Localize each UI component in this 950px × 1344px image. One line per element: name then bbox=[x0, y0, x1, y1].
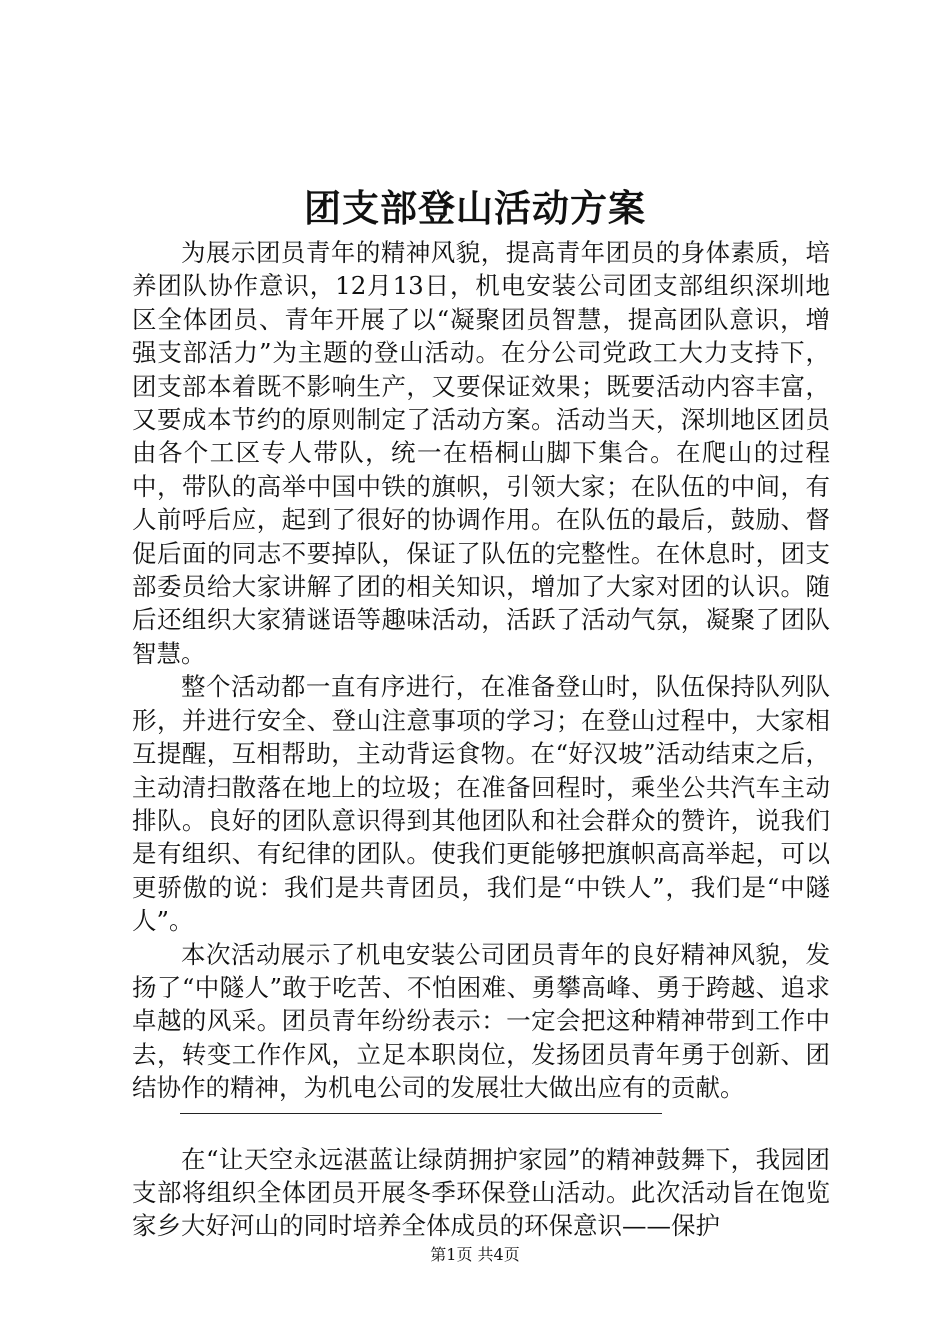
document-title: 团支部登山活动方案 bbox=[304, 186, 646, 230]
page-number: 第1页 共4页 bbox=[430, 1245, 520, 1264]
paragraph-1: 为展示团员青年的精神风貌，提高青年团员的身体素质，培养团队协作意识，12月13日，机电安装公司团支部组织深圳地区全体团员、青年开展了以“凝聚团员智慧，提高团队意识，增强支部活力”为主题的登山活动。在分公司党政工大力支持下，团支部本着既不影响生产，又要保证效果；既要活动内容丰富，又要成本节约的原则制定了活动方案。活动当天，深圳地区团员由各个工区专人带队，统一在梧桐山脚下集合。在爬山的过程中，带队的高举中国中铁的旗帜，引领大家；在队伍的中间，有人前呼后应，起到了很好的协调作用。在队伍的最后，鼓励、督促后面的同志不要掉队，保证了队伍的完整性。在休息时，团支部委员给大家讲解了团的相关知识，增加了大家对团的认识。随后还组织大家猜谜语等趣味活动，活跃了活动气氛，凝聚了团队智慧。 bbox=[132, 238, 830, 668]
divider-line bbox=[180, 1113, 662, 1114]
paragraph-3: 本次活动展示了机电安装公司团员青年的良好精神风貌，发扬了“中隧人”敢于吃苦、不怕困难、勇攀高峰、勇于跨越、追求卓越的风采。团员青年纷纷表示：一定会把这种精神带到工作中去，转变工作作风，立足本职岗位，发扬团员青年勇于创新、团结协作的精神，为机电公司的发展壮大做出应有的贡献。 bbox=[132, 939, 830, 1103]
section-divider bbox=[132, 1105, 830, 1143]
paragraph-2: 整个活动都一直有序进行，在准备登山时，队伍保持队列队形，并进行安全、登山注意事项的学习；在登山过程中，大家相互提醒，互相帮助，主动背运食物。在“好汉坡”活动结束之后，主动清扫散落在地上的垃圾；在准备回程时，乘坐公共汽车主动排队。良好的团队意识得到其他团队和社会群众的赞许，说我们是有组织、有纪律的团队。使我们更能够把旗帜高高举起，可以更骄傲的说：我们是共青团员，我们是“中铁人”，我们是“中隧人”。 bbox=[132, 672, 830, 936]
paragraph-4: 在“让天空永远湛蓝让绿荫拥护家园”的精神鼓舞下，我园团支部将组织全体团员开展冬季环保登山活动。此次活动旨在饱览家乡大好河山的同时培养全体成员的环保意识——保护 bbox=[132, 1144, 830, 1241]
document-body bbox=[132, 236, 830, 1243]
